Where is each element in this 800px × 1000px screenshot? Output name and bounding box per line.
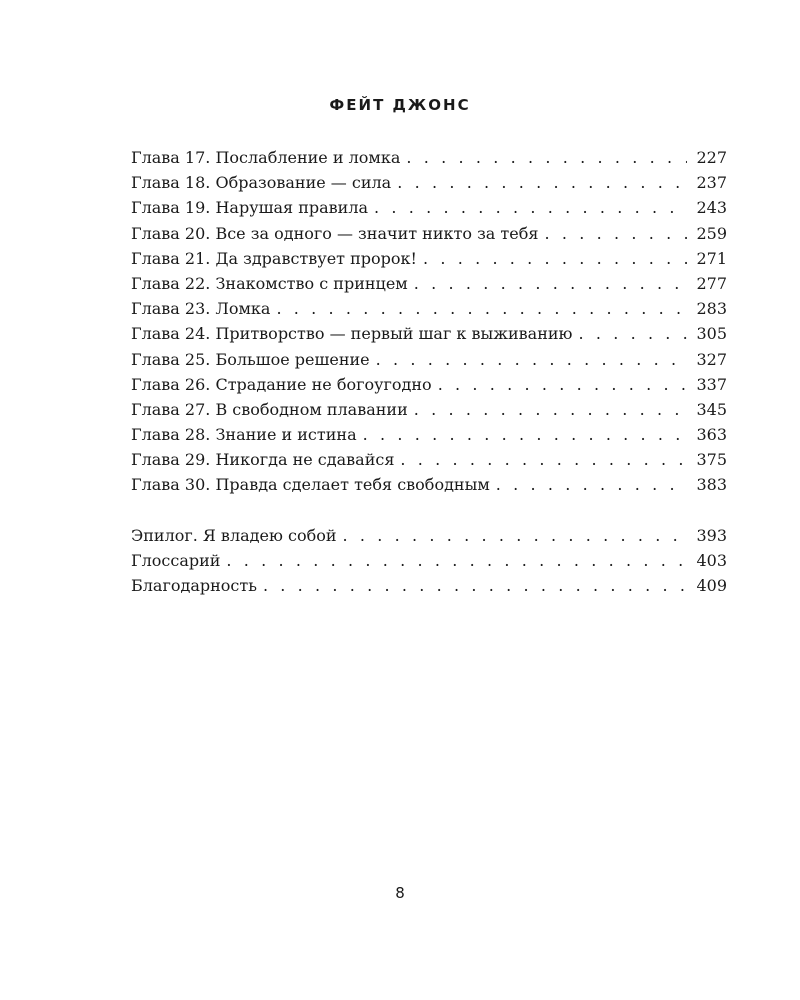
dot-leader <box>496 472 687 497</box>
toc-entry-title: Глава 28. Знание и истина <box>131 425 357 445</box>
toc-entry-chapter-27 <box>131 397 727 422</box>
toc-entry-page: 345 <box>696 399 727 419</box>
toc-entry-page: 227 <box>696 148 727 167</box>
dot-leader <box>226 548 687 573</box>
toc-entry-page: 409 <box>696 576 727 595</box>
toc-entry-title: Глава 25. Большое решение <box>131 349 370 369</box>
dot-leader <box>374 195 687 220</box>
toc-entry-title: Глава 24. Притворство — первый шаг к выживанию <box>131 324 573 344</box>
dot-leader <box>397 170 687 195</box>
dot-leader <box>400 447 687 472</box>
toc-entry-title: Глава 29. Никогда не сдавайся <box>131 450 395 470</box>
toc-entry-chapter-28 <box>131 422 727 447</box>
toc-entry-chapter-25 <box>131 347 727 372</box>
toc-back-matter <box>131 523 727 599</box>
dot-leader <box>578 321 687 346</box>
toc-entry-title: Глава 18. Образование — сила <box>131 173 392 193</box>
dot-leader <box>376 347 687 372</box>
table-of-contents <box>131 145 727 598</box>
dot-leader <box>438 372 687 397</box>
dot-leader <box>423 246 687 271</box>
running-head: ФЕЙТ ДЖОНС <box>329 96 471 114</box>
dot-leader <box>263 573 687 598</box>
toc-entry-page: 305 <box>696 324 727 344</box>
toc-entry-chapter-30 <box>131 472 727 497</box>
dot-leader <box>343 523 688 548</box>
toc-entry-chapter-17 <box>131 145 727 170</box>
toc-entry-title: Глава 23. Ломка <box>131 299 271 319</box>
dot-leader <box>276 296 687 321</box>
toc-entry-title: Глава 22. Знакомство с принцем <box>131 273 408 293</box>
toc-entry-page: 383 <box>696 475 727 495</box>
toc-entry-page: 327 <box>696 349 727 369</box>
toc-entry-chapter-21 <box>131 246 727 271</box>
toc-entry-acknowledgements <box>131 573 727 598</box>
toc-entry-page: 337 <box>696 374 727 394</box>
toc-entry-title: Глоссарий <box>131 550 221 570</box>
toc-entry-page: 237 <box>696 173 727 193</box>
dot-leader <box>544 221 687 246</box>
toc-entry-page: 271 <box>696 248 727 268</box>
toc-entry-chapter-24 <box>131 321 727 346</box>
toc-entry-title: Глава 30. Правда сделает тебя свободным <box>131 475 490 495</box>
toc-entry-page: 277 <box>696 273 727 293</box>
toc-entry-page: 403 <box>696 550 727 570</box>
toc-entry-page: 283 <box>696 299 727 319</box>
toc-entry-epilogue <box>131 523 727 548</box>
toc-entry-title: Глава 26. Страдание не богоугодно <box>131 374 432 394</box>
dot-leader <box>406 145 687 170</box>
toc-entry-chapter-19 <box>131 195 727 220</box>
toc-entry-page: 393 <box>696 525 727 545</box>
toc-entry-title: Глава 21. Да здравствует пророк! <box>131 248 417 268</box>
toc-entry-title: Глава 20. Все за одного — значит никто за тебя <box>131 223 539 243</box>
toc-entry-chapter-23 <box>131 296 727 321</box>
toc-entry-title: Глава 27. В свободном плавании <box>131 399 408 419</box>
toc-entry-chapter-18 <box>131 170 727 195</box>
toc-entry-page: 363 <box>696 425 727 445</box>
toc-entry-glossary <box>131 548 727 573</box>
toc-entry-chapter-29 <box>131 447 727 472</box>
toc-entry-title: Эпилог. Я владею собой <box>131 525 337 545</box>
toc-entry-chapter-22 <box>131 271 727 296</box>
dot-leader <box>414 271 687 296</box>
dot-leader <box>414 397 687 422</box>
toc-entry-title: Благодарность <box>131 576 257 595</box>
toc-entry-page: 243 <box>696 198 727 218</box>
toc-entry-title: Глава 19. Нарушая правила <box>131 198 369 218</box>
toc-entry-title: Глава 17. Послабление и ломка <box>131 148 401 167</box>
toc-entry-page: 259 <box>696 223 727 243</box>
dot-leader <box>363 422 687 447</box>
toc-entry-page: 375 <box>696 450 727 470</box>
page-number: 8 <box>395 884 405 902</box>
toc-entry-chapter-20 <box>131 221 727 246</box>
toc-chapters <box>131 145 727 498</box>
toc-entry-chapter-26 <box>131 372 727 397</box>
